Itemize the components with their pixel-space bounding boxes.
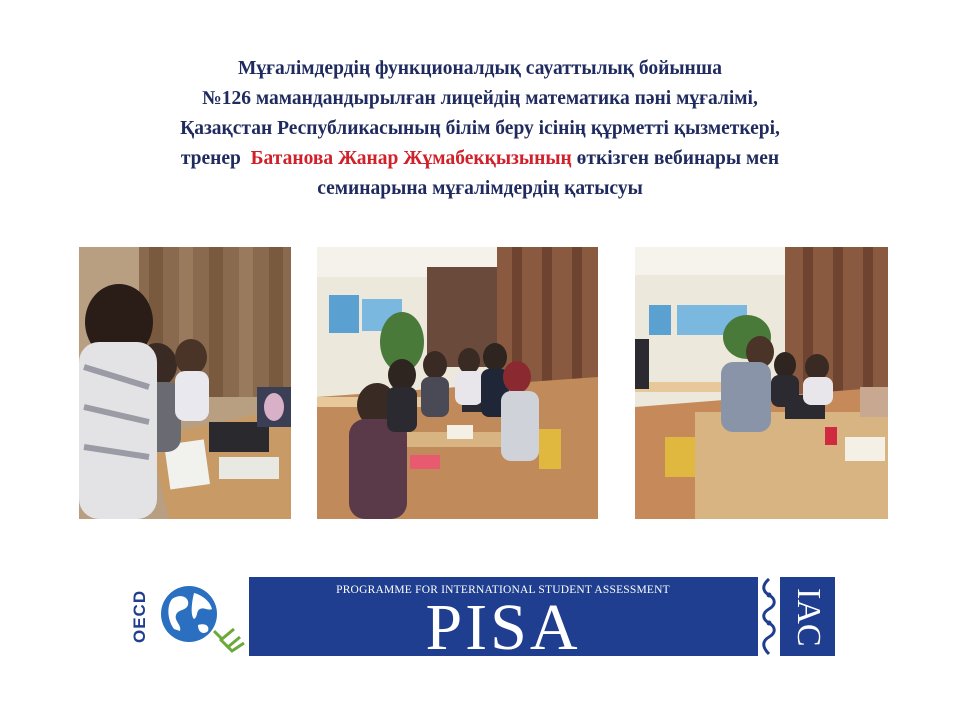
pisa-banner xyxy=(126,577,835,656)
pisa-label: PISA xyxy=(425,591,581,656)
title-line-2: №126 мамандандырылған лицейдің математика пәні мұғалімі, xyxy=(202,88,758,109)
seminar-photo-1 xyxy=(79,247,291,519)
title-line-4-suffix: өткізген вебинары мен xyxy=(571,148,780,169)
seminar-photo-2 xyxy=(317,247,598,519)
iac-label: IAC xyxy=(790,587,827,647)
title-line-1: Мұғалімдердің функционалдық сауаттылық бойынша xyxy=(237,58,722,79)
slide-title xyxy=(100,54,860,204)
programme-label: PROGRAMME FOR INTERNATIONAL STUDENT ASSESSMENT xyxy=(336,584,670,596)
trainer-name: Батанова Жанар Жұмабекқызының xyxy=(250,148,572,169)
seminar-photo-3 xyxy=(635,247,888,519)
title-line-3: Қазақстан Республикасының білім беру ісінің құрметті қызметкері, xyxy=(180,118,780,139)
title-line-4 xyxy=(100,144,860,174)
oecd-logo xyxy=(126,577,249,656)
title-line-4-prefix: тренер xyxy=(180,148,251,169)
title-line-5: семинарына мұғалімдердің қатысуы xyxy=(317,178,643,199)
ornament-strip xyxy=(758,577,780,656)
oecd-checkmarks-icon xyxy=(212,627,246,653)
oecd-label: OECD xyxy=(130,589,149,644)
